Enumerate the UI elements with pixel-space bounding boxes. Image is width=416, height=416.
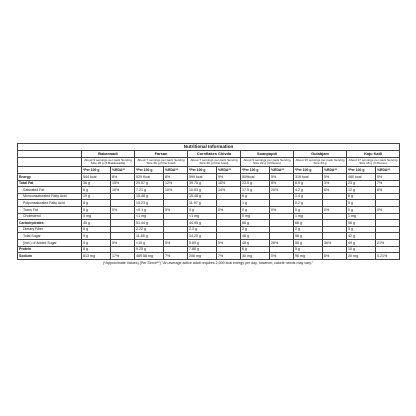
nutrient-value: 319 kcal	[294, 174, 323, 181]
nutrient-value: 10%	[164, 187, 188, 194]
table-row	[18, 187, 400, 194]
nutrient-value: <1 mg	[135, 213, 164, 220]
nutrient-value	[270, 246, 294, 253]
nutrient-value: 6%	[323, 187, 347, 194]
nutrient-value	[111, 226, 135, 233]
nutrient-value	[376, 200, 400, 207]
nutrient-value	[164, 193, 188, 200]
nutrient-value: 509kcal	[241, 174, 270, 181]
nutrient-value	[376, 233, 400, 240]
nutrient-value: 55 g	[294, 239, 323, 246]
nutrient-value: 12 g	[347, 187, 376, 194]
nutrient-value: 23.5 g	[241, 180, 270, 187]
nutrient-value: 10%	[111, 187, 135, 194]
nutrient-value: 15.48 g	[188, 193, 217, 200]
nutrient-value: 206 mg	[188, 253, 217, 260]
table-row	[18, 226, 400, 233]
product-name: Kaju Katli	[347, 151, 400, 158]
nutrient-value	[164, 220, 188, 227]
blank-cell	[18, 151, 82, 158]
nutrient-value	[323, 213, 347, 220]
nutrient-value	[376, 246, 400, 253]
nutrient-value: 29.57 g	[135, 180, 164, 187]
per100-header: *Per 100 g	[347, 167, 376, 174]
nutrient-value: 8%	[111, 174, 135, 181]
per100-header: *Per 100 g	[188, 167, 217, 174]
nutrient-value	[164, 200, 188, 207]
nutrient-value: 56 g	[347, 220, 376, 227]
nutrient-value: 3 g	[347, 226, 376, 233]
nutrient-value: 0 g	[241, 206, 270, 213]
nutrient-value	[270, 226, 294, 233]
table-row	[18, 246, 400, 253]
serving-info: About 9 servings per pack Serving Size 22 g (3 Pieces)	[241, 158, 294, 167]
nutrient-value: 0.21%	[376, 253, 400, 260]
serving-row	[18, 158, 400, 167]
nutrient-value: 5%	[323, 174, 347, 181]
nutrient-value	[376, 193, 400, 200]
nutrient-value: 0%	[111, 206, 135, 213]
nutrient-value: 8%	[376, 187, 400, 194]
table-row	[18, 253, 400, 260]
nutrition-table	[17, 143, 400, 260]
nutrient-value: 66 g	[294, 220, 323, 227]
nutrient-value: 0%	[270, 253, 294, 260]
rda-header: %RDA**	[217, 167, 241, 174]
nutrient-value: 1 mg	[294, 213, 323, 220]
title-row	[18, 144, 400, 151]
table-row	[18, 193, 400, 200]
nutrient-value: 5%	[164, 239, 188, 246]
nutrient-value: 0 g	[188, 206, 217, 213]
table-row	[18, 239, 400, 246]
nutrient-value: 11.97 g	[188, 200, 217, 207]
nutrient-value: 0 mg	[241, 213, 270, 220]
nutrient-value	[323, 220, 347, 227]
nutrient-value: 5%	[111, 239, 135, 246]
nutrient-value	[111, 220, 135, 227]
nutrient-value: 21%	[376, 239, 400, 246]
nutrient-value: 7%	[164, 253, 188, 260]
product-row	[18, 151, 400, 158]
nutrient-value	[217, 220, 241, 227]
per100-header: *Per 100 g	[241, 167, 270, 174]
nutrient-value: 20 mg	[347, 253, 376, 260]
table-row	[18, 200, 400, 207]
nutrient-value: 1 mg	[347, 213, 376, 220]
nutrient-value: 2 g	[294, 226, 323, 233]
nutrient-value: 6 g	[347, 193, 376, 200]
rda-header: %RDA**	[270, 167, 294, 174]
nutrient-value: 489.58 mg	[135, 253, 164, 260]
nutrient-value: 0 g	[82, 206, 111, 213]
nutrient-value: 0 g	[294, 206, 323, 213]
nutrient-value: 51.44 g	[135, 220, 164, 227]
nutrient-value: 8 g	[82, 246, 111, 253]
nutrient-value: 9%	[217, 174, 241, 181]
nutrient-value: 5%	[217, 239, 241, 246]
nutrient-value: 11.65 g	[135, 233, 164, 240]
nutrient-value: 10.53 g	[188, 187, 217, 194]
nutrient-value: 0%	[323, 206, 347, 213]
nutrient-value: 0.2 g	[294, 200, 323, 207]
nutrient-value	[164, 213, 188, 220]
nutrient-value: 9 g	[82, 233, 111, 240]
nutrient-label: Saturated Fat	[18, 187, 82, 194]
nutrient-value: 4.2 g	[294, 187, 323, 194]
serving-info: About 7 servings per pack Serving Size 30 g (One bowl)	[135, 158, 188, 167]
nutrient-value: 0%	[164, 206, 188, 213]
nutrient-value: 0 g	[347, 206, 376, 213]
nutrient-value	[217, 233, 241, 240]
nutrient-value: 39.75 g	[188, 180, 217, 187]
nutrient-label: (incl.) of Added Sugar	[18, 239, 82, 246]
nutrient-value: 6%	[323, 253, 347, 260]
nutrient-value: <1 mg	[188, 213, 217, 220]
nutrient-value	[270, 213, 294, 220]
nutrient-value	[111, 246, 135, 253]
nutrient-label: Protein	[18, 246, 82, 253]
nutrient-value: 10 g	[347, 246, 376, 253]
serving-info: About 15 servings per pack Serving Size 33 g	[294, 158, 347, 167]
nutrient-value: <0.1 g	[135, 206, 164, 213]
nutrient-value: 49 g	[347, 239, 376, 246]
nutrient-value	[323, 200, 347, 207]
nutrient-value: 5%	[270, 174, 294, 181]
nutrient-value	[111, 233, 135, 240]
nutrient-value	[217, 200, 241, 207]
nutrient-value: 1 g	[241, 200, 270, 207]
nutrient-value: 9.25 g	[135, 246, 164, 253]
table-row	[18, 206, 400, 213]
nutrient-value: 17.5 g	[241, 187, 270, 194]
blank-cell	[18, 167, 82, 174]
nutrient-label: Carbohydrates	[18, 220, 82, 227]
nutrient-label: Sodium	[18, 253, 82, 260]
table-row	[18, 233, 400, 240]
nutrient-value: 6 g	[82, 226, 111, 233]
product-name: Cornflakes Chivda	[188, 151, 241, 158]
nutrition-panel	[17, 143, 399, 266]
nutrient-value: 5 g	[294, 246, 323, 253]
nutrient-value: 96 mg	[294, 253, 323, 260]
nutrient-value	[376, 226, 400, 233]
nutrient-value	[164, 233, 188, 240]
nutrient-value: 0%	[376, 206, 400, 213]
per100-header: *Per 100 g	[294, 167, 323, 174]
table-row	[18, 180, 400, 187]
nutrient-value: 48 g	[241, 233, 270, 240]
table-row	[18, 220, 400, 227]
nutrient-value	[270, 193, 294, 200]
nutrient-value	[323, 226, 347, 233]
nutrient-value: 14%	[217, 187, 241, 194]
nutrient-value: 2.3 g	[188, 226, 217, 233]
nutrient-value	[217, 226, 241, 233]
nutrient-value: 529 Kcal	[135, 174, 164, 181]
table-title: Nutritional Information	[18, 144, 400, 151]
rda-header: %RDA**	[376, 167, 400, 174]
nutrient-value: 7%	[217, 253, 241, 260]
nutrient-value	[164, 246, 188, 253]
nutrient-value: 36 g	[82, 180, 111, 187]
nutrient-value: 45 g	[82, 220, 111, 227]
rda-header: %RDA**	[323, 167, 347, 174]
nutrient-value: 6 g	[241, 246, 270, 253]
nutrient-value: 15.48 g	[135, 193, 164, 200]
nutrient-value: 7.21 g	[135, 187, 164, 194]
column-header-row	[18, 167, 400, 174]
nutrient-value	[270, 200, 294, 207]
table-row	[18, 174, 400, 181]
nutrient-value: 2 g	[241, 226, 270, 233]
nutrient-value: 18%	[217, 180, 241, 187]
nutrient-value	[323, 233, 347, 240]
nutrient-value: 0%	[270, 206, 294, 213]
nutrient-value	[323, 246, 347, 253]
nutrient-value: 8%	[164, 174, 188, 181]
rda-header: %RDA**	[164, 167, 188, 174]
nutrient-value: 599 kcal	[188, 174, 217, 181]
nutrient-value: 30 mg	[241, 253, 270, 260]
nutrient-value: 0%	[217, 206, 241, 213]
nutrient-value	[217, 193, 241, 200]
nutrient-label: Cholesterol	[18, 213, 82, 220]
nutrient-value: 14.20 g	[188, 233, 217, 240]
nutrient-value: 19 g	[82, 193, 111, 200]
per100-header: *Per 100 g	[82, 167, 111, 174]
product-name: Bakarwadi	[82, 151, 135, 158]
nutrient-value: 56 g	[294, 233, 323, 240]
nutrient-value: 7%	[376, 180, 400, 187]
nutrient-value: 1.4 g	[294, 193, 323, 200]
product-name: Gulabjam	[294, 151, 347, 158]
nutrient-value: 68 g	[241, 220, 270, 227]
nutrient-label: Monounsaturated Fatty Acid	[18, 193, 82, 200]
footnote: (*Approximate Values) (Per Serve**) "An average active adult requires 2,000 kcal energy per day, however, calorie needs may vary."	[102, 260, 314, 265]
nutrient-value: 44.95 g	[188, 220, 217, 227]
nutrient-value	[376, 220, 400, 227]
nutrient-value: 20%	[270, 187, 294, 194]
nutrient-value: 8 g	[82, 187, 111, 194]
nutrient-label: Trans Fat	[18, 206, 82, 213]
nutrient-label: Polyunsaturated Fatty Acid	[18, 200, 82, 207]
nutrient-value: 23 g	[347, 180, 376, 187]
nutrient-value: 12%	[164, 180, 188, 187]
nutrient-value: 544 kcal	[82, 174, 111, 181]
nutrient-value: 480 kcal	[347, 174, 376, 181]
nutrient-value: 5 g	[347, 200, 376, 207]
product-name: Soanpapdi	[241, 151, 294, 158]
nutrient-value: 0 mg	[82, 213, 111, 220]
rda-header: %RDA**	[111, 167, 135, 174]
nutrient-value	[270, 220, 294, 227]
nutrient-label: Energy	[18, 174, 82, 181]
nutrient-value	[376, 213, 400, 220]
blank-cell	[18, 158, 82, 167]
nutrient-value: 42 g	[347, 233, 376, 240]
nutrient-value: 5.89 g	[188, 239, 217, 246]
nutrient-value	[323, 193, 347, 200]
nutrient-value: 10.23 g	[135, 200, 164, 207]
nutrient-value: 7.88 g	[188, 246, 217, 253]
nutrient-value: 8%	[270, 180, 294, 187]
nutrient-label: Total Fat	[18, 180, 82, 187]
serving-info: About 7 servings per pack Serving Size 30 g (One bowl)	[188, 158, 241, 167]
nutrient-value: 48 g	[241, 239, 270, 246]
nutrient-value: 3%	[323, 180, 347, 187]
per100-header: *Per 100 g	[135, 167, 164, 174]
nutrient-label: Dietary Fiber	[18, 226, 82, 233]
table-row	[18, 213, 400, 220]
nutrient-value: 36%	[323, 239, 347, 246]
nutrient-value	[217, 246, 241, 253]
nutrient-value: 813 mg	[82, 253, 111, 260]
nutrient-value: 5%	[376, 174, 400, 181]
nutrient-value	[164, 226, 188, 233]
nutrient-value: 2.22 g	[135, 226, 164, 233]
nutrient-value	[217, 213, 241, 220]
nutrient-value: 9 g	[82, 239, 111, 246]
nutrient-value: 15%	[111, 180, 135, 187]
nutrient-value: 26%	[270, 239, 294, 246]
nutrient-value: <10 g	[135, 239, 164, 246]
nutrient-label: Total Sugar	[18, 233, 82, 240]
nutrient-value: 6 g	[241, 193, 270, 200]
nutrient-value	[111, 213, 135, 220]
serving-info: About 17 servings per pack Serving Size 15 g (3 Pieces)	[347, 158, 400, 167]
nutrient-value: 8 g	[82, 200, 111, 207]
nutrient-value: 17%	[111, 253, 135, 260]
nutrient-value	[111, 193, 135, 200]
nutrient-value	[111, 200, 135, 207]
product-name: Farsan	[135, 151, 188, 158]
serving-info: About 9 servings per pack Serving Size 28 g (5 Bakarwadis)	[82, 158, 135, 167]
nutrient-value: 6.9 g	[294, 180, 323, 187]
nutrient-value	[270, 233, 294, 240]
